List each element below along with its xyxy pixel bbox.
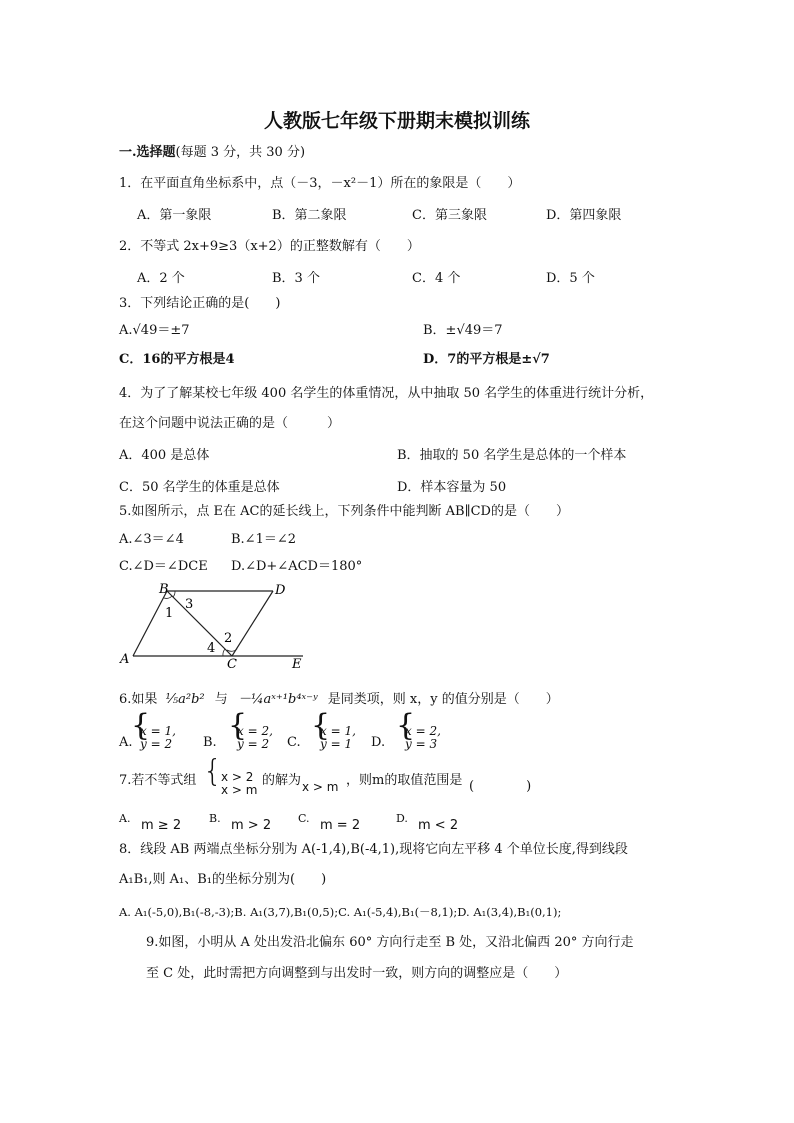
q5-option-d[interactable]: D.∠D+∠ACD＝180° (231, 559, 363, 574)
label-a: A (120, 652, 130, 667)
q1-stem: 1．在平面直角坐标系中，点（－3，－x²－1）所在的象限是（ ） (119, 176, 521, 191)
q7-solution: x > m (302, 780, 339, 794)
label-b: B (159, 582, 169, 597)
q7-option-b[interactable]: m > 2 (231, 818, 272, 833)
q6-term1: ⅕a²b² (165, 692, 205, 707)
angle-arc-4 (223, 649, 225, 656)
section-note: (每题 3 分，共 30 分) (175, 145, 306, 160)
q6-option-d-label[interactable]: D. (371, 735, 386, 750)
q7-post: ，则m的取值范围是 (346, 773, 463, 788)
label-e: E (292, 657, 302, 672)
q6-option-b-label[interactable]: B. (203, 735, 217, 750)
angle-arc-3 (173, 591, 175, 597)
label-angle-4: 4 (207, 641, 216, 656)
q1-option-c[interactable]: C．第三象限 (412, 208, 487, 223)
segment-ab (133, 591, 167, 656)
segment-cd (232, 591, 273, 656)
q2-stem: 2．不等式 2x+9≥3（x+2）的正整数解有（ ） (119, 239, 420, 254)
q7-option-b-label[interactable]: B. (209, 812, 221, 825)
q4-option-a[interactable]: A．400 是总体 (119, 448, 210, 463)
q4-option-b[interactable]: B．抽取的 50 名学生是总体的一个样本 (397, 448, 627, 463)
q2-option-d[interactable]: D．5 个 (546, 271, 595, 286)
q7-option-d-label[interactable]: D. (396, 812, 408, 825)
q8-options[interactable]: A. A₁(-5,0),B₁(-8,-3);B. A₁(3,7),B₁(0,5);C. A₁(-5,4),B₁(－8,1);D. A₁(3,4),B₁(0,1); (119, 905, 562, 919)
q9-stem-line2: 至 C 处，此时需把方向调整到与出发时一致，则方向的调整应是（ ） (146, 966, 568, 981)
q6-option-a-label[interactable]: A. (119, 735, 133, 750)
q4-stem-line1: 4．为了了解某校七年级 400 名学生的体重情况，从中抽取 50 名学生的体重进行统计分析， (119, 386, 654, 401)
q8-stem-line1: 8．线段 AB 两端点坐标分别为 A(-1,4),B(-4,1),现将它向左平移 4 个单位长度,得到线段 (119, 842, 628, 857)
q1-option-b[interactable]: B．第二象限 (272, 208, 347, 223)
q7-option-d[interactable]: m < 2 (418, 818, 459, 833)
q5-option-a[interactable]: A.∠3＝∠4 (119, 532, 184, 547)
q5-figure (115, 580, 315, 672)
q2-option-c[interactable]: C．4 个 (412, 271, 461, 286)
label-angle-2: 2 (224, 631, 233, 646)
q9-stem-line1: 9.如图，小明从 A 处出发沿北偏东 60° 方向行走至 B 处，又沿北偏西 20° 方向行走 (146, 935, 634, 950)
section-heading (119, 145, 305, 161)
section-label: 一.选择题 (119, 145, 176, 160)
q3-option-c[interactable]: C．16的平方根是4 (119, 352, 235, 367)
q3-option-d[interactable]: D．7的平方根是±√7 (423, 352, 550, 367)
q1-option-a[interactable]: A．第一象限 (137, 208, 212, 223)
label-d: D (275, 583, 286, 598)
q6-post: 是同类项，则 x，y 的值分别是（ ） (327, 692, 559, 707)
q7-option-a[interactable]: m ≥ 2 (141, 818, 182, 833)
label-angle-3: 3 (185, 597, 194, 612)
q2-option-b[interactable]: B．3 个 (272, 271, 320, 286)
q5-stem: 5.如图所示，点 E在 AC的延长线上，下列条件中能判断 AB∥CD的是（ ） (119, 504, 569, 519)
q3-option-b[interactable]: B．±√49＝7 (423, 323, 503, 338)
q8-stem-line2: A₁B₁,则 A₁、B₁的坐标分别为( ) (119, 872, 327, 887)
q4-option-c[interactable]: C．50 名学生的体重是总体 (119, 480, 280, 495)
q5-option-c[interactable]: C.∠D＝∠DCE (119, 559, 208, 574)
q6-mid: 与 (214, 692, 228, 707)
q3-option-a[interactable]: A.√49＝±7 (119, 323, 190, 338)
q5-option-b[interactable]: B.∠1＝∠2 (231, 532, 297, 547)
q4-option-d[interactable]: D．样本容量为 50 (397, 480, 507, 495)
q6-option-c-label[interactable]: C. (287, 735, 301, 750)
q7-pre: 7.若不等式组 (119, 773, 197, 788)
page-title: 人教版七年级下册期末模拟训练 (263, 110, 530, 132)
q7-option-c-label[interactable]: C. (298, 812, 310, 825)
q3-stem: 3．下列结论正确的是( ) (119, 296, 281, 311)
q4-stem-line2: 在这个问题中说法正确的是（ ） (119, 416, 341, 431)
segment-bc (167, 591, 232, 656)
q6-stem (119, 692, 559, 708)
label-angle-1: 1 (165, 606, 174, 621)
q7-answer-paren: ( ) (469, 779, 532, 794)
q6-pre: 6.如果 (119, 692, 158, 707)
q7-option-c[interactable]: m = 2 (320, 818, 361, 833)
q7-option-a-label[interactable]: A. (119, 812, 131, 825)
label-c: C (227, 657, 237, 672)
q2-option-a[interactable]: A．2 个 (137, 271, 185, 286)
q7-mid: 的解为 (262, 773, 302, 788)
q1-option-d[interactable]: D．第四象限 (546, 208, 622, 223)
q6-term2: －¼aˣ⁺¹b⁴ˣ⁻ʸ (237, 692, 318, 707)
